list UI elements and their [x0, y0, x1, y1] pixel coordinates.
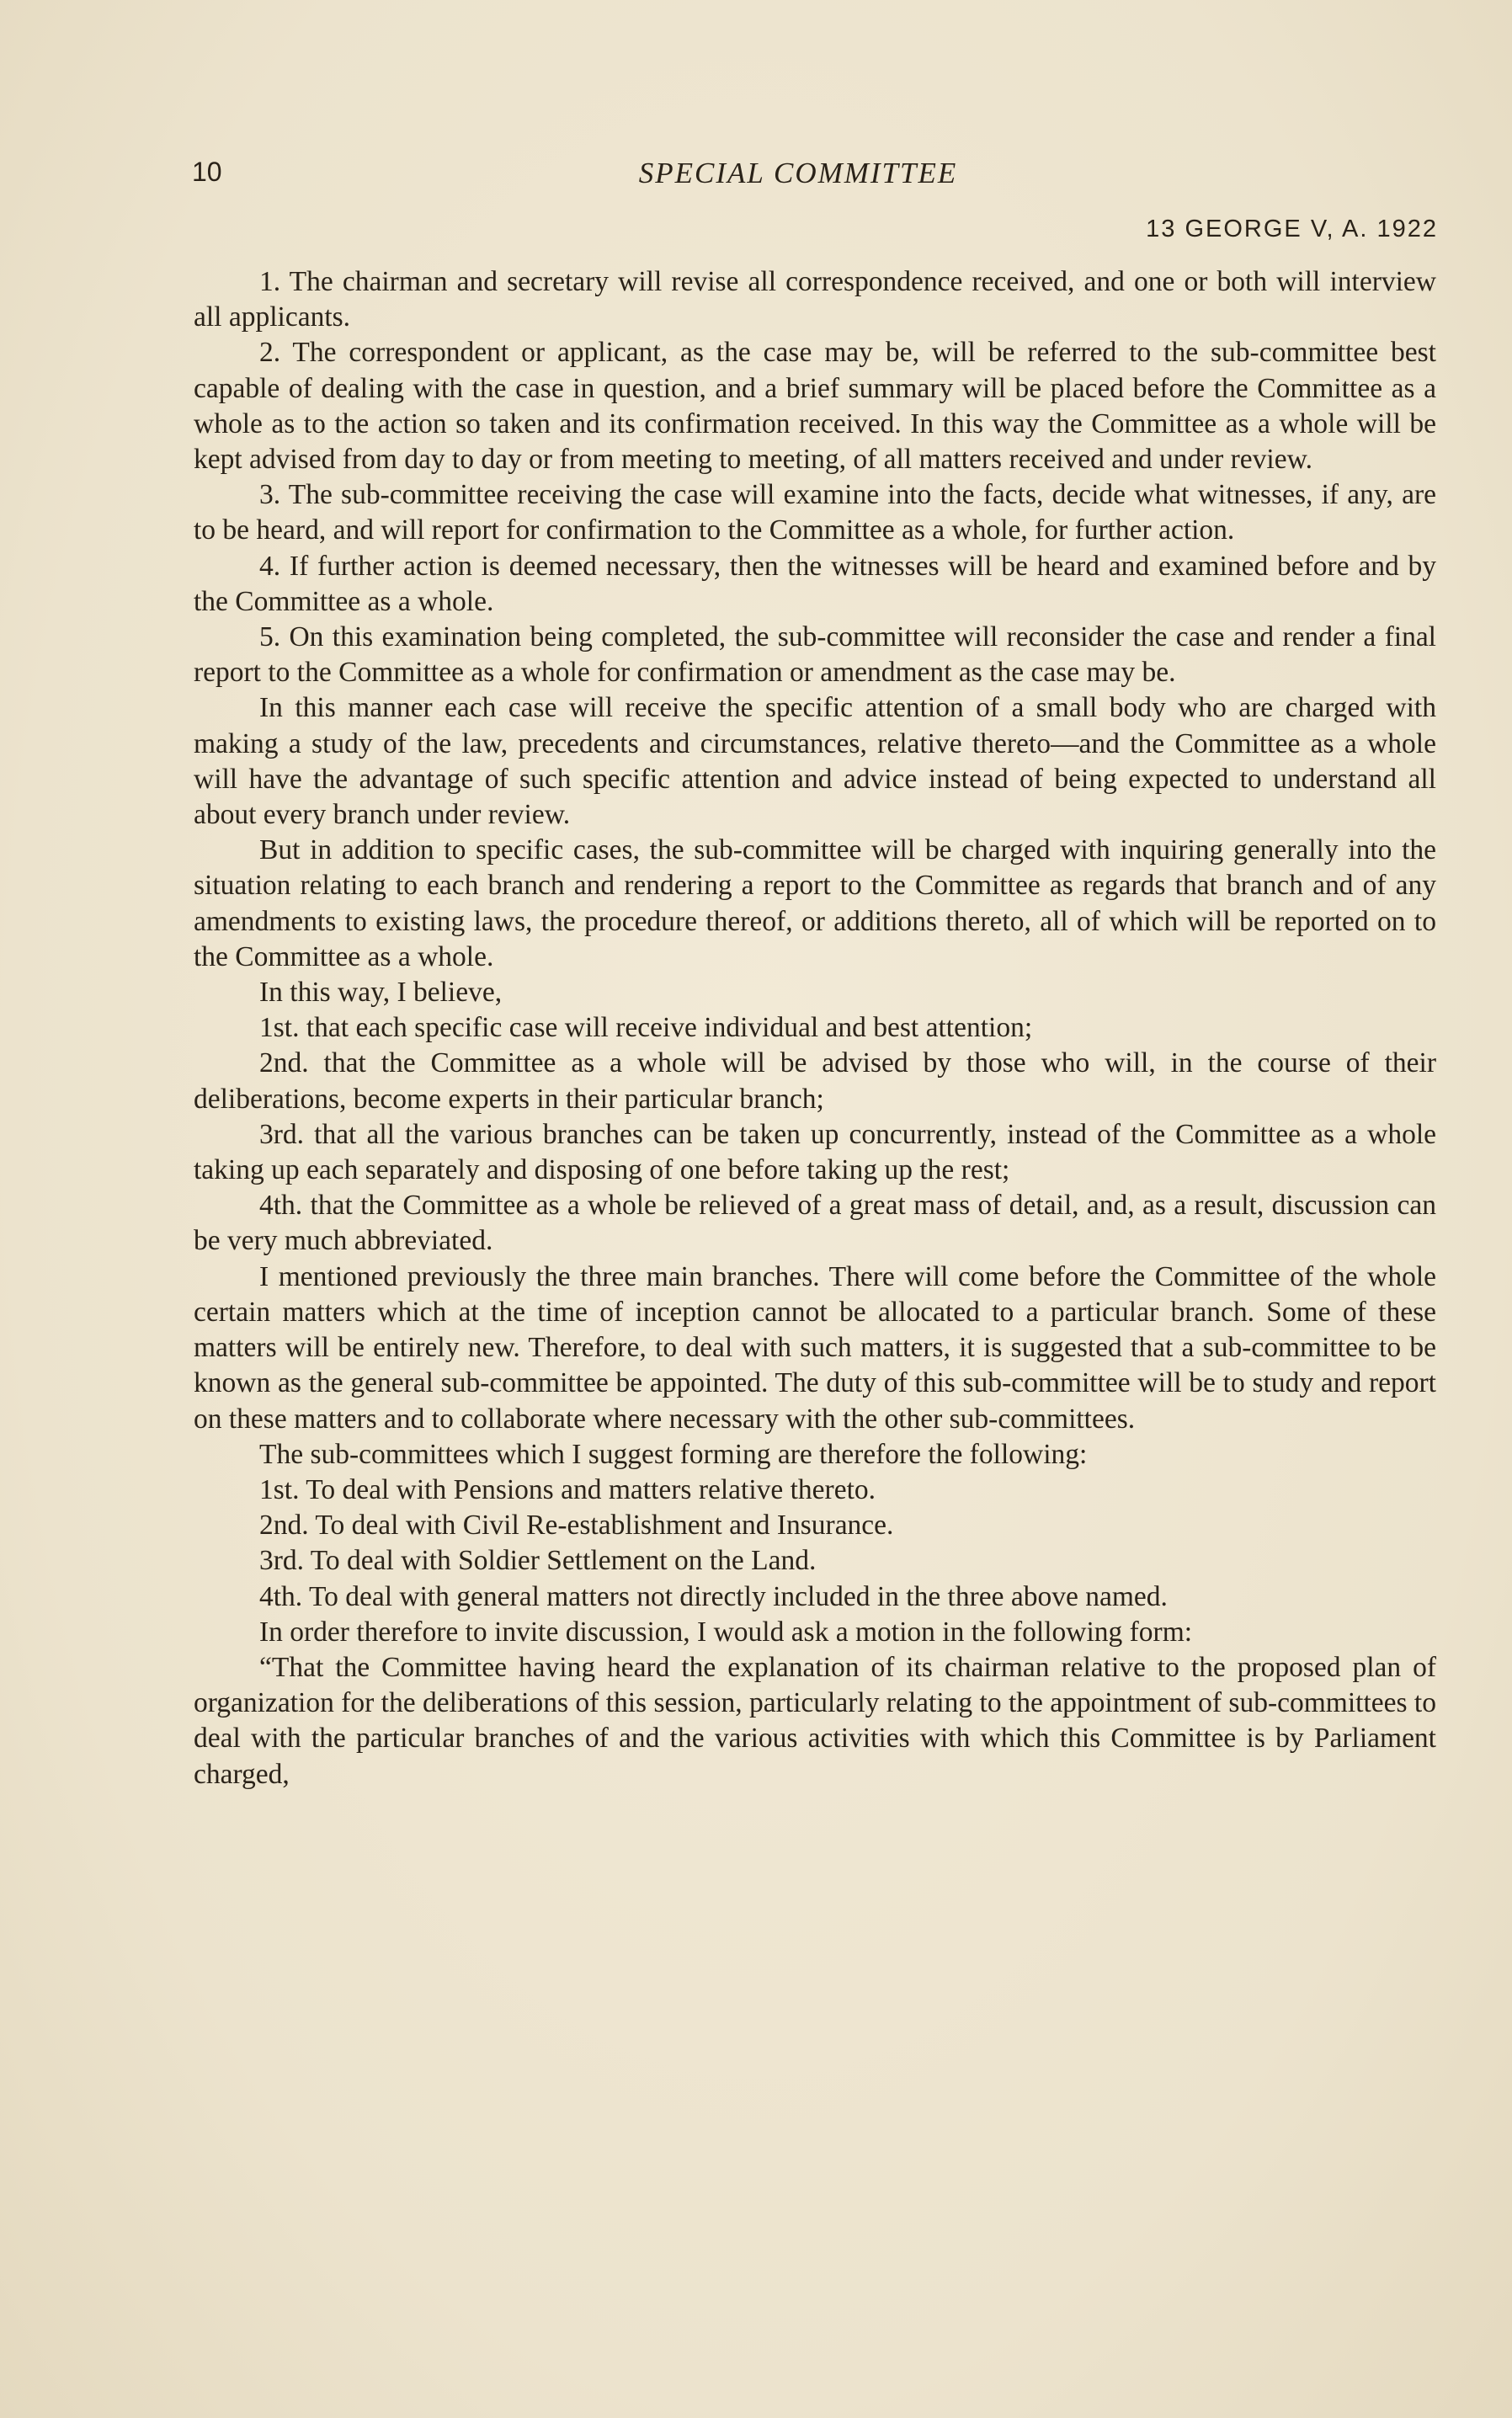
paragraph: 3. The sub-committee receiving the case will examine into the facts, decide what witnesses, if any, are to be heard, and will report for confirmation to the Committee as a whole, for further action. [194, 479, 1436, 546]
paragraph: 1. The chairman and secretary will revise all correspondence received, and one or both will interview all applicants. [194, 266, 1436, 333]
paragraph: The sub-committees which I suggest forming are therefore the following: [259, 1438, 1088, 1470]
paragraph: In this way, I believe, [259, 977, 503, 1009]
paragraph: 3rd. To deal with Soldier Settlement on the Land. [259, 1545, 817, 1577]
paragraph: 2nd. that the Committee as a whole will be advised by those who will, in the course of their deliberations, become experts in their particular branch; [194, 1047, 1436, 1115]
paragraph: “That the Committee having heard the explanation of its chairman relative to the proposed plan of organization for the deliberations of this session, particularly relating to the appointment of sub-committees to deal with the particular branches of and the various activities with which this Committee is by Parliament charged, [194, 1651, 1436, 1790]
paragraph: 4th. that the Committee as a whole be relieved of a great mass of detail, and, as a result, discussion can be very much abbreviated. [194, 1190, 1436, 1257]
body-text [194, 264, 1436, 1792]
page-header [192, 157, 1436, 199]
paragraph: In this manner each case will receive the specific attention of a small body who are charged with making a study of the law, precedents and circumstances, relative thereto—and the Committee as a whole will have the advantage of such specific attention and advice instead of being expected to understand all about every branch under review. [194, 692, 1436, 831]
paragraph: 1st. that each specific case will receive individual and best attention; [259, 1012, 1033, 1044]
session-line: 13 GEORGE V, A. 1922 [1146, 216, 1438, 242]
running-title: SPECIAL COMMITTEE [638, 157, 958, 189]
paragraph: 5. On this examination being completed, the sub-committee will reconsider the case and render a final report to the Committee as a whole for confirmation or amendment as the case may be. [194, 621, 1436, 689]
paragraph: 4th. To deal with general matters not directly included in the three above named. [259, 1580, 1168, 1612]
paragraph: 2. The correspondent or applicant, as the case may be, will be referred to the sub-committee best capable of dealing with the case in question, and a brief summary will be placed before the Committee as a whole as to the action so taken and its confirmation received. In this way the Committee as a whole will be kept advised from day to day or from meeting to meeting, of all matters received and under review. [194, 337, 1436, 476]
paragraph: 2nd. To deal with Civil Re-establishment and Insurance. [259, 1510, 894, 1542]
paragraph: 3rd. that all the various branches can be taken up concurrently, instead of the Committee as a whole taking up each separately and disposing of one before taking up the rest; [194, 1118, 1436, 1186]
paragraph: I mentioned previously the three main branches. There will come before the Committee of the whole certain matters which at the time of inception cannot be allocated to a particular branch. Some of these matters will be entirely new. Therefore, to deal with such matters, it is suggested that a sub-committee to be known as the general sub-committee be appointed. The duty of this sub-committee will be to study and report on these matters and to collaborate where necessary with the other sub-committees. [194, 1260, 1436, 1435]
page-number: 10 [192, 157, 222, 187]
paragraph: In order therefore to invite discussion, I would ask a motion in the following form: [259, 1616, 1193, 1648]
paragraph: But in addition to specific cases, the sub-committee will be charged with inquiring generally into the situation relating to each branch and rendering a report to the Committee as regards that branch and of any amendments to existing laws, the procedure thereof, or additions thereto, all of which will be reported on to the Committee as a whole. [194, 834, 1436, 972]
paragraph: 1st. To deal with Pensions and matters relative thereto. [259, 1473, 876, 1505]
paragraph: 4. If further action is deemed necessary, then the witnesses will be heard and examined before and by the Committee as a whole. [194, 550, 1436, 617]
